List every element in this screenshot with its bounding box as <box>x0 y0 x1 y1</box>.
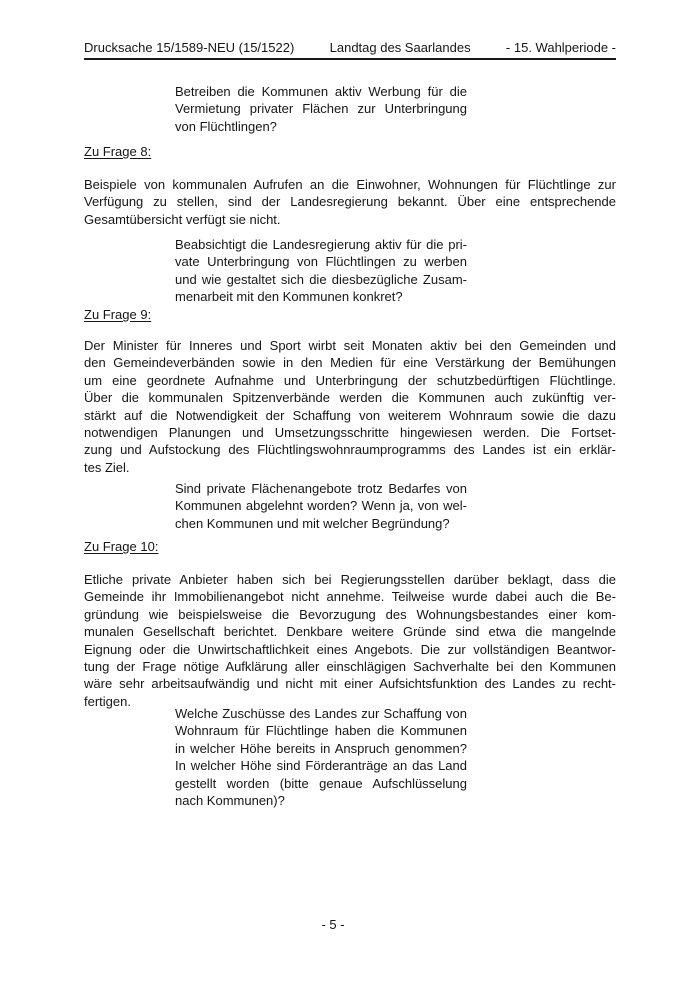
text-line: gründung wie beispielsweise die Bevorzugung des Wohnungsbestandes einer kom- <box>84 606 616 622</box>
text-line: Beispiele von kommunalen Aufrufen an die Einwohner, Wohnungen für Flüchtlinge zur <box>84 177 616 192</box>
text-line: fertigen. <box>84 693 131 709</box>
text-line: Sind private Flächenangebote trotz Bedarfes von <box>175 481 467 496</box>
text-line: stärkt auf die Notwendigkeit der Schaffung von weiterem Wohnraum sowie die dazu <box>84 407 616 423</box>
text-line: Betreiben die Kommunen aktiv Werbung für die <box>175 84 467 99</box>
text-line: Über die kommunalen Spitzenverbände werden die Kommunen auch zukünftig ver- <box>84 390 616 406</box>
heading-text: Zu Frage 8: <box>84 144 152 159</box>
text-line: In welcher Höhe sind Förderanträge an das Land <box>175 758 467 774</box>
text-line: Gesamtübersicht verfügt sie nicht. <box>84 211 281 227</box>
text-line: chen Kommunen und mit welcher Begründung? <box>175 515 450 531</box>
text-line: Gemeinde ihr Immobilienangebot nicht annehme. Teilweise wurde dabei auch die Be- <box>84 589 616 605</box>
text-line: den Gemeindeverbänden sowie in den Medien für eine Verstärkung der Bemühungen <box>84 355 616 371</box>
header-period: - 15. Wahlperiode - <box>505 40 616 55</box>
text-line: Wohnraum für Flüchtlinge haben die Kommunen <box>175 723 467 739</box>
text-line: Welche Zuschüsse des Landes zur Schaffung von <box>175 706 467 721</box>
text-line: Vermietung privater Flächen zur Unterbringung <box>175 101 467 117</box>
text-line: Der Minister für Inneres und Sport wirbt seit Monaten aktiv bei den Gemeinden und <box>84 338 616 353</box>
text-line: munalen Gesellschaft berichtet. Denkbare weitere Gründe sind etwa die mangelnde <box>84 624 616 640</box>
page-number: - 5 - <box>321 917 345 932</box>
text-line: tung der Frage nötige Aufklärung aller einschlägigen Sachverhalte bei den Kommunen <box>84 658 616 674</box>
heading-text: Zu Frage 9: <box>84 307 152 322</box>
text-line: zung und Aufstockung des Flüchtlingswohnraumprogramms des Landes ist ein erklär- <box>84 442 616 458</box>
text-line: tes Ziel. <box>84 459 130 475</box>
text-line: notwendigen Planungen und Umsetzungsschritte hingewiesen werden. Die Fortset- <box>84 424 616 440</box>
text-line: Beabsichtigt die Landesregierung aktiv für die pri- <box>175 237 467 252</box>
header-doc-number: Drucksache 15/1589-NEU (15/1522) <box>84 40 295 55</box>
question-quote <box>175 705 467 809</box>
question-quote <box>175 236 467 306</box>
answer-heading <box>84 306 616 323</box>
text-line: in welcher Höhe bereits in Anspruch genommen? <box>175 740 467 756</box>
question-quote <box>175 480 467 532</box>
heading-text: Zu Frage 10: <box>84 539 159 554</box>
text-line: Etliche private Anbieter haben sich bei Regierungsstellen darüber beklagt, dass die <box>84 572 616 587</box>
text-line: Kommunen abgelehnt worden? Wenn ja, von wel- <box>175 498 467 514</box>
text-line: nach Kommunen)? <box>175 792 285 808</box>
answer-paragraph <box>84 337 616 476</box>
text-line: Eignung oder die Unwirtschaftlichkeit eines Angebots. Die zur vollständigen Beantwor- <box>84 641 616 657</box>
question-quote <box>175 83 467 135</box>
text-line: vate Unterbringung von Flüchtlingen zu werben <box>175 254 467 270</box>
answer-heading <box>84 538 616 555</box>
text-line: um eine geordnete Aufnahme und Unterbringung der schutzbedürftigen Flüchtlinge. <box>84 372 616 388</box>
text-line: gestellt worden (bitte genaue Aufschlüsselung <box>175 775 467 791</box>
text-line: und wie gestaltet sich die diesbezügliche Zusam- <box>175 271 467 287</box>
page-footer <box>67 916 599 933</box>
page-header <box>84 40 616 60</box>
answer-paragraph <box>84 571 616 710</box>
text-line: von Flüchtlingen? <box>175 118 277 134</box>
answer-paragraph <box>84 176 616 228</box>
text-line: Verfügung zu stellen, sind der Landesregierung bekannt. Über eine entsprechende <box>84 194 616 210</box>
header-body-name: Landtag des Saarlandes <box>329 40 471 55</box>
answer-heading <box>84 143 616 160</box>
text-line: wäre sehr arbeitsaufwändig und nicht mit einer Aufsichtsfunktion des Landes zu recht- <box>84 676 616 692</box>
text-line: menarbeit mit den Kommunen konkret? <box>175 289 403 305</box>
